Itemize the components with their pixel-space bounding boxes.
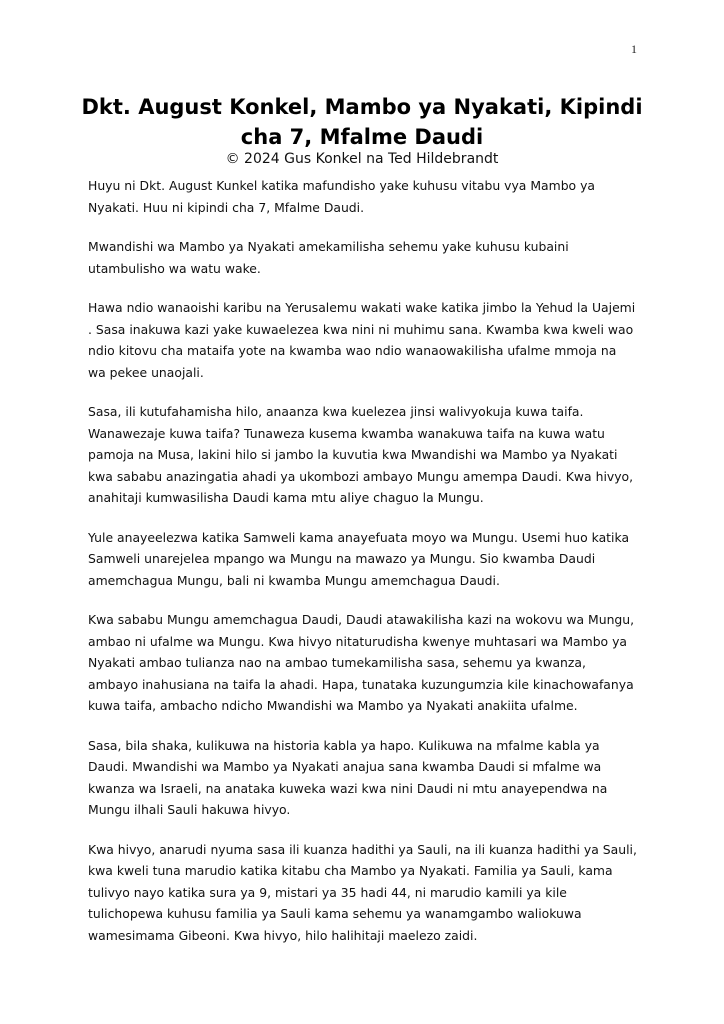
paragraph: Yule anayeelezwa katika Samweli kama anayefuata moyo wa Mungu. Usemi huo katika Samweli unarejelea mpango wa Mungu na mawazo ya Mungu. Sio kwamba Daudi amemchagua Mungu, bali ni kwamba Mungu amemchagua Daudi. (88, 529, 630, 588)
paragraph: Kwa hivyo, anarudi nyuma sasa ili kuanza hadithi ya Sauli, na ili kuanza hadithi ya Sauli, kwa kweli tuna marudio katika kitabu cha Mambo ya Nyakati. Familia ya Sauli, kama tulivyo nayo katika sura ya 9, mistari ya 35 hadi 44, ni marudio kamili ya kile tulichopewa kuhusu familia ya Sauli kama sehemu ya wanamgambo waliokuwa wamesimama Gibeoni. Kwa hivyo, hilo halihitaji maelezo zaidi. (88, 841, 637, 943)
copyright-line: © 2024 Gus Konkel na Ted Hildebrandt (225, 151, 499, 167)
paragraph: Hawa ndio wanaoishi karibu na Yerusalemu wakati wake katika jimbo la Yehud la Uajemi . Sasa inakuwa kazi yake kuwaelezea kwa nini ni muhimu sana. Kwamba kwa kweli wao ndio kitovu cha mataifa yote na kwamba wao ndio wanaowakilisha ufalme mmoja na wa pekee unaojali. (88, 300, 636, 380)
paragraph: Kwa sababu Mungu amemchagua Daudi, Daudi atawakilisha kazi na wokovu wa Mungu, ambao ni ufalme wa Mungu. Kwa hivyo nitaturudisha kwenye muhtasari wa Mambo ya Nyakati ambao tulianza nao na ambao tumekamilisha sasa, sehemu ya kwanza, ambayo inahusiana na taifa la ahadi. Hapa, tunataka kuzungumzia kile kinachowafanya kuwa taifa, ambacho ndicho Mwandishi wa Mambo ya Nyakati anakiita ufalme. (88, 612, 635, 713)
paragraph: Sasa, ili kutufahamisha hilo, anaanza kwa kuelezea jinsi walivyokuja kuwa taifa. Wanawezaje kuwa taifa? Tunaweza kusema kwamba wanakuwa taifa na kuwa watu pamoja na Musa, lakini hilo si jambo la kuvutia kwa Mwandishi wa Mambo ya Nyakati kwa sababu anazingatia ahadi ya ukombozi ambayo Mungu amempa Daudi. Kwa hivyo, anahitaji kumwasilisha Daudi kama mtu aliye chaguo la Mungu. (88, 404, 634, 505)
page-number: 1 (631, 42, 637, 56)
paragraph: Huyu ni Dkt. August Kunkel katika mafundisho yake kuhusu vitabu vya Mambo ya Nyakati. Huu ni kipindi cha 7, Mfalme Daudi. (88, 178, 596, 215)
paragraph: Sasa, bila shaka, kulikuwa na historia kabla ya hapo. Kulikuwa na mfalme kabla ya Daudi. Mwandishi wa Mambo ya Nyakati anajua sana kwamba Daudi si mfalme wa kwanza wa Israeli, na anataka kuweka wazi kwa nini Daudi ni mtu anayependwa na Mungu ilhali Sauli hakuwa hivyo. (88, 737, 608, 817)
document-body (88, 175, 638, 964)
document-title: Dkt. August Konkel, Mambo ya Nyakati, Kipindi cha 7, Mfalme Daudi (81, 95, 643, 149)
paragraph: Mwandishi wa Mambo ya Nyakati amekamilisha sehemu yake kuhusu kubaini utambulisho wa watu wake. (88, 239, 569, 276)
